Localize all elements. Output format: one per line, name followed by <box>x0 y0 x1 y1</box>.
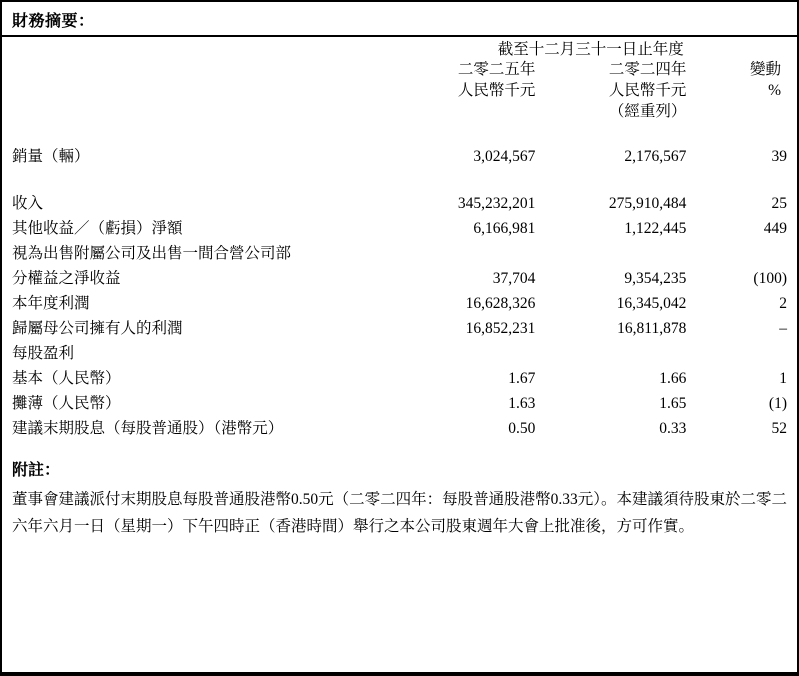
row-label: 攤薄（人民幣） <box>12 395 121 412</box>
table-row <box>12 291 787 316</box>
table-header-line3 <box>12 101 787 122</box>
table-header-period-row <box>12 37 787 59</box>
row-change-value <box>686 341 787 366</box>
row-previous-value: 275,910,484 <box>608 195 687 212</box>
row-label: 視為出售附屬公司及出售一間合營公司部 <box>12 245 292 262</box>
row-change-value: (1) <box>768 395 787 412</box>
period-header: 截至十二月三十一日止年度 <box>497 41 684 58</box>
row-current-value: 0.50 <box>508 420 536 437</box>
row-previous-value: 0.33 <box>659 420 687 437</box>
header-spacer-1 <box>12 59 394 80</box>
table-row <box>12 191 787 216</box>
table-header-line1 <box>12 59 787 80</box>
row-label: 每股盈利 <box>12 345 75 362</box>
row-label: 基本（人民幣） <box>12 370 121 387</box>
row-change-value: 449 <box>763 220 787 237</box>
table-row <box>12 241 787 266</box>
row-previous-value: 2,176,567 <box>624 148 687 165</box>
row-change-value: 2 <box>779 295 787 312</box>
row-current-value <box>394 341 535 366</box>
row-current-value: 37,704 <box>492 270 536 287</box>
table-row <box>12 216 787 241</box>
table-header-line2 <box>12 80 787 101</box>
column-previous-year: 二零二四年 <box>608 61 687 78</box>
row-change-value: 1 <box>779 370 787 387</box>
row-change-value: 39 <box>771 148 787 165</box>
column-change: 變動 <box>749 61 781 78</box>
row-current-value: 6,166,981 <box>473 220 536 237</box>
table-row <box>12 341 787 366</box>
notes-title: 附註： <box>12 462 61 479</box>
row-current-value: 1.67 <box>508 370 536 387</box>
row-current-value <box>394 241 535 266</box>
notes-body: 董事會建議派付末期股息每股普通股港幣0.50元（二零二四年：每股普通股港幣0.33元）。本建議須待股東於二零二六年六月一日（星期一）下午四時正（香港時間）舉行之本公司股東週年大會上批准後，方可作實。 <box>12 491 788 535</box>
row-label: 分權益之淨收益 <box>12 270 121 287</box>
column-previous-note: （經重列） <box>608 103 687 120</box>
row-current-value: 16,852,231 <box>465 320 536 337</box>
row-previous-value <box>535 341 686 366</box>
row-spacer-mid <box>12 169 787 191</box>
financial-summary-table <box>12 37 787 441</box>
row-current-value: 16,628,326 <box>465 295 536 312</box>
row-change-value <box>686 241 787 266</box>
table-row <box>12 416 787 441</box>
row-current-value: 1.63 <box>508 395 536 412</box>
page-title: 財務摘要： <box>12 13 95 30</box>
row-previous-value <box>535 241 686 266</box>
table-row <box>12 266 787 291</box>
row-label: 銷量（輛） <box>12 148 90 165</box>
table-body <box>12 122 787 441</box>
table-row <box>12 366 787 391</box>
table-row <box>12 316 787 341</box>
row-previous-value: 1.66 <box>659 370 687 387</box>
header-spacer-3 <box>12 101 394 122</box>
row-previous-value: 1.65 <box>659 395 687 412</box>
column-current-note <box>394 101 535 122</box>
row-previous-value: 9,354,235 <box>624 270 687 287</box>
row-change-value: (100) <box>753 270 787 287</box>
row-change-value: – <box>779 320 787 337</box>
row-label: 建議末期股息（每股普通股）（港幣元） <box>12 420 284 437</box>
row-previous-value: 16,345,042 <box>616 295 687 312</box>
column-change-unit: % <box>768 82 781 99</box>
row-previous-value: 16,811,878 <box>617 320 687 337</box>
column-change-note <box>686 101 787 122</box>
row-previous-value: 1,122,445 <box>624 220 687 237</box>
column-current-year: 二零二五年 <box>457 61 536 78</box>
row-label: 收入 <box>12 195 44 212</box>
header-spacer-2 <box>12 80 394 101</box>
row-label: 本年度利潤 <box>12 295 90 312</box>
column-current-unit: 人民幣千元 <box>457 82 536 99</box>
row-current-value: 3,024,567 <box>473 148 536 165</box>
row-spacer-top <box>12 122 787 144</box>
row-label: 其他收益／（虧損）淨額 <box>12 220 183 237</box>
row-change-value: 52 <box>771 420 787 437</box>
header-spacer <box>12 37 394 59</box>
table-row <box>12 391 787 416</box>
table-header <box>12 37 787 122</box>
row-change-value: 25 <box>771 195 787 212</box>
bottom-divider <box>2 672 797 674</box>
page-content <box>2 37 797 540</box>
row-current-value: 345,232,201 <box>457 195 536 212</box>
table-row <box>12 144 787 169</box>
row-label: 歸屬母公司擁有人的利潤 <box>12 320 183 337</box>
column-previous-unit: 人民幣千元 <box>608 82 687 99</box>
